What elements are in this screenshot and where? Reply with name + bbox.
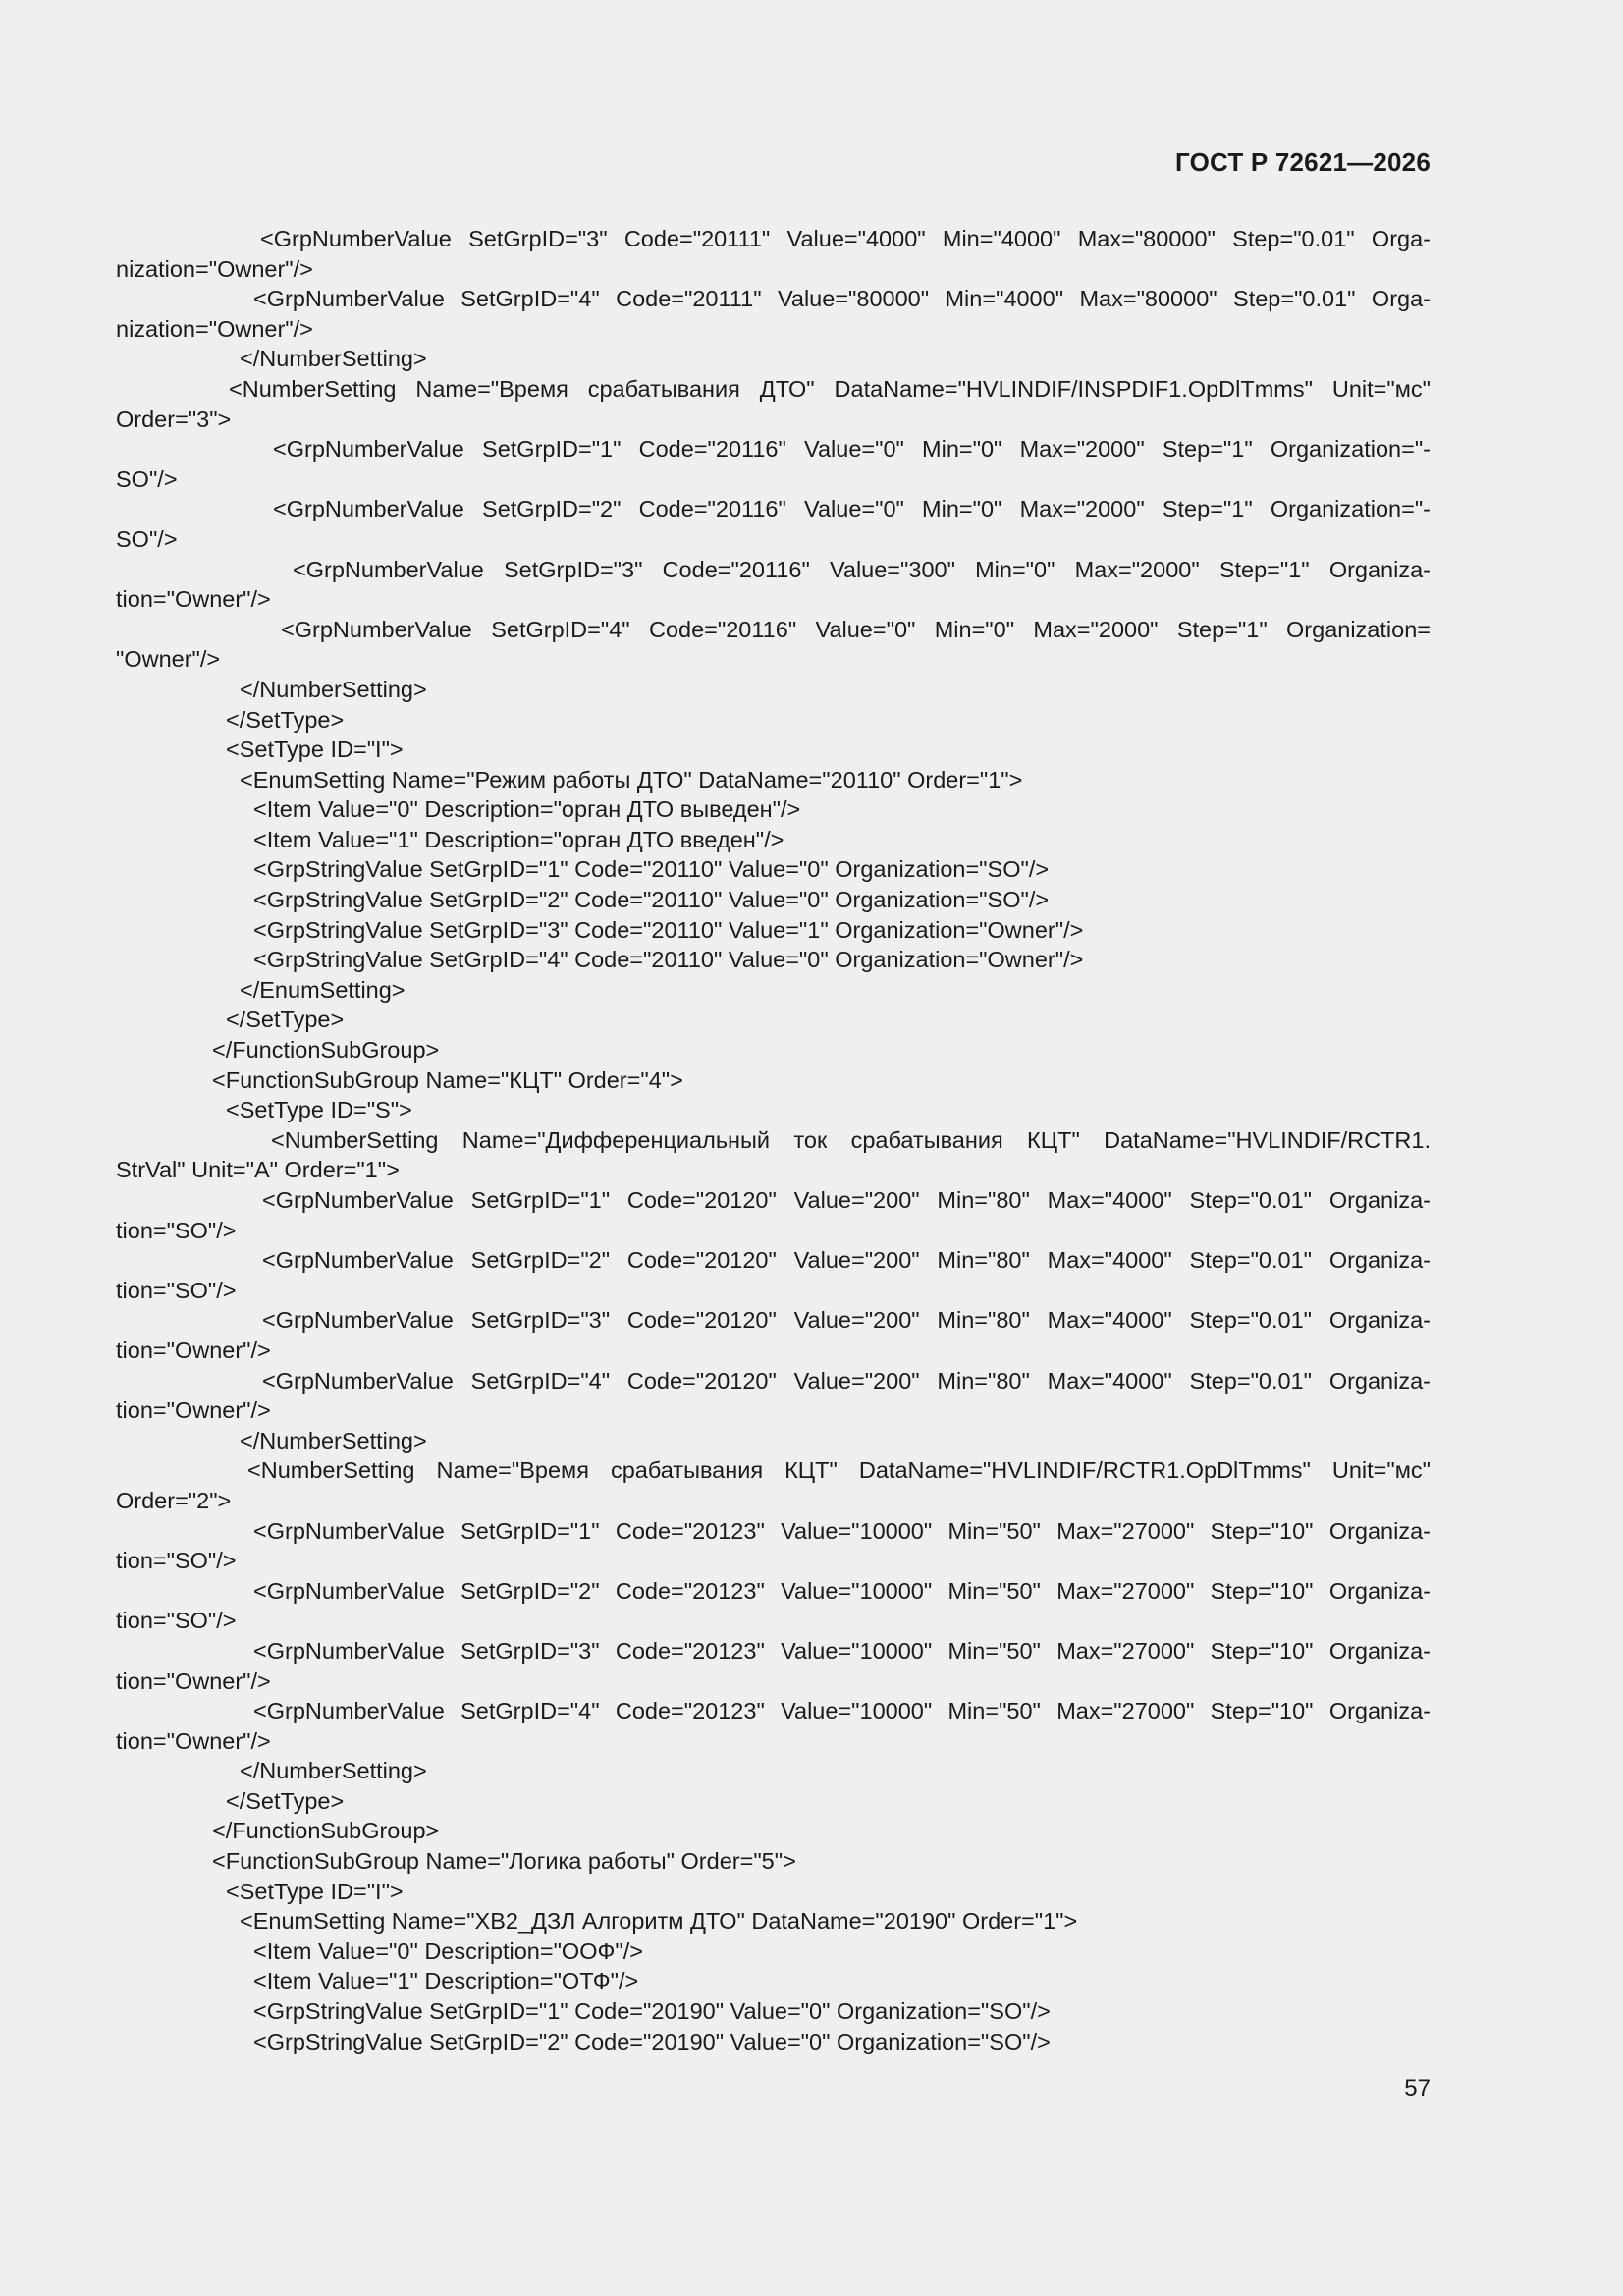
code-line: <GrpNumberValue SetGrpID="1" Code="20116" Value="0" Min="0" Max="2000" Step="1" Organization="- <box>273 436 1431 463</box>
code-line: SO"/> <box>116 465 178 492</box>
code-line: <GrpNumberValue SetGrpID="1" Code="20120" Value="200" Min="80" Max="4000" Step="0.01" Organiza- <box>262 1187 1431 1213</box>
code-line: <GrpNumberValue SetGrpID="2" Code="20120" Value="200" Min="80" Max="4000" Step="0.01" Organiza- <box>262 1247 1431 1274</box>
code-line: </NumberSetting> <box>240 346 427 372</box>
code-line: <GrpNumberValue SetGrpID="4" Code="20116" Value="0" Min="0" Max="2000" Step="1" Organization= <box>281 616 1431 642</box>
page-number: 57 <box>1404 2075 1431 2102</box>
code-line: <EnumSetting Name="ХВ2_ДЗЛ Алгоритм ДТО" DataName="20190" Order="1"> <box>240 1908 1078 1935</box>
code-line: <FunctionSubGroup Name="Логика работы" Order="5"> <box>212 1848 796 1875</box>
code-line: <GrpNumberValue SetGrpID="3" Code="20116" Value="300" Min="0" Max="2000" Step="1" Organiza- <box>293 556 1431 582</box>
code-line: <Item Value="1" Description="ОТФ"/> <box>253 1968 639 1995</box>
code-line: <GrpNumberValue SetGrpID="3" Code="20111" Value="4000" Min="4000" Max="80000" Step="0.01" Orga- <box>260 226 1431 251</box>
code-line: <Item Value="0" Description="ООФ"/> <box>253 1938 643 1964</box>
code-line: </EnumSetting> <box>240 976 406 1003</box>
code-line: </FunctionSubGroup> <box>212 1818 440 1844</box>
code-line: tion="SO"/> <box>116 1277 237 1303</box>
code-line: nization="Owner"/> <box>116 315 313 342</box>
code-line: tion="Owner"/> <box>116 1397 271 1424</box>
code-line: <GrpStringValue SetGrpID="3" Code="20110" Value="1" Organization="Owner"/> <box>253 916 1084 943</box>
code-line: <GrpNumberValue SetGrpID="2" Code="20123" Value="10000" Min="50" Max="27000" Step="10" Organiza- <box>253 1577 1431 1604</box>
code-line: <EnumSetting Name="Режим работы ДТО" DataName="20110" Order="1"> <box>240 766 1023 793</box>
code-line: <GrpStringValue SetGrpID="1" Code="20110" Value="0" Organization="SO"/> <box>253 856 1050 883</box>
code-line: "Owner"/> <box>116 646 221 673</box>
code-line: tion="SO"/> <box>116 1548 237 1574</box>
code-line: <GrpStringValue SetGrpID="1" Code="20190" Value="0" Organization="SO"/> <box>253 1998 1051 2025</box>
code-line: tion="Owner"/> <box>116 1727 271 1754</box>
code-line: <NumberSetting Name="Время срабатывания ДТО" DataName="HVLINDIF/INSPDIF1.OpDlTmms" Unit="мс" <box>229 375 1431 402</box>
code-line: <GrpStringValue SetGrpID="2" Code="20110" Value="0" Organization="SO"/> <box>253 887 1050 913</box>
document-header: ГОСТ Р 72621—2026 <box>1175 147 1431 177</box>
code-line: StrVal" Unit="A" Order="1"> <box>116 1157 400 1183</box>
code-line: tion="Owner"/> <box>116 586 271 613</box>
code-line: tion="SO"/> <box>116 1608 237 1634</box>
code-line: </FunctionSubGroup> <box>212 1037 440 1064</box>
code-line: <SetType ID="I"> <box>226 1878 404 1904</box>
code-line: <NumberSetting Name="Дифференциальный ток срабатывания КЦТ" DataName="HVLINDIF/RCTR1. <box>271 1126 1431 1153</box>
code-line: tion="Owner"/> <box>116 1667 271 1694</box>
code-line: <NumberSetting Name="Время срабатывания КЦТ" DataName="HVLINDIF/RCTR1.OpDlTmms" Unit="мс" <box>247 1457 1431 1484</box>
code-line: SO"/> <box>116 525 178 552</box>
code-line: <GrpNumberValue SetGrpID="4" Code="20123" Value="10000" Min="50" Max="27000" Step="10" Organiza- <box>253 1698 1431 1724</box>
code-line: </SetType> <box>226 1787 345 1814</box>
code-line: <GrpNumberValue SetGrpID="1" Code="20123" Value="10000" Min="50" Max="27000" Step="10" Organiza- <box>253 1517 1431 1544</box>
code-line: <GrpStringValue SetGrpID="4" Code="20110" Value="0" Organization="Owner"/> <box>253 947 1084 973</box>
code-line: <GrpNumberValue SetGrpID="2" Code="20116" Value="0" Min="0" Max="2000" Step="1" Organization="- <box>273 496 1431 522</box>
code-line: </NumberSetting> <box>240 676 427 702</box>
xml-listing <box>116 224 1431 2056</box>
code-line: <SetType ID="I"> <box>226 737 404 763</box>
code-line: </NumberSetting> <box>240 1758 427 1784</box>
code-line: Order="2"> <box>116 1487 232 1513</box>
code-line: <Item Value="0" Description="орган ДТО выведен"/> <box>253 796 801 823</box>
code-line: <Item Value="1" Description="орган ДТО введен"/> <box>253 826 784 852</box>
code-line: </SetType> <box>226 1007 345 1033</box>
code-line: Order="3"> <box>116 406 232 432</box>
code-line: <GrpNumberValue SetGrpID="4" Code="20120" Value="200" Min="80" Max="4000" Step="0.01" Organiza- <box>262 1367 1431 1394</box>
code-line: <FunctionSubGroup Name="КЦТ" Order="4"> <box>212 1066 683 1093</box>
code-line: <GrpNumberValue SetGrpID="3" Code="20120" Value="200" Min="80" Max="4000" Step="0.01" Organiza- <box>262 1307 1431 1334</box>
code-line: </SetType> <box>226 706 345 733</box>
code-line: <GrpNumberValue SetGrpID="4" Code="20111" Value="80000" Min="4000" Max="80000" Step="0.01" Orga- <box>253 286 1431 312</box>
code-line: </NumberSetting> <box>240 1427 427 1453</box>
code-line: <SetType ID="S"> <box>226 1097 412 1123</box>
code-line: <GrpNumberValue SetGrpID="3" Code="20123" Value="10000" Min="50" Max="27000" Step="10" Organiza- <box>253 1637 1431 1664</box>
code-line: tion="Owner"/> <box>116 1337 271 1363</box>
code-line: <GrpStringValue SetGrpID="2" Code="20190" Value="0" Organization="SO"/> <box>253 2028 1051 2054</box>
code-line: tion="SO"/> <box>116 1217 237 1243</box>
code-line: nization="Owner"/> <box>116 255 313 282</box>
